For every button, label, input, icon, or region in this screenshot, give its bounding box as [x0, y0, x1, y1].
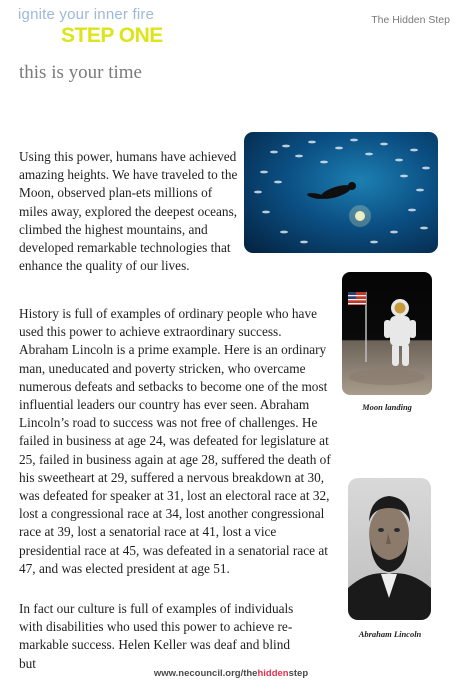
lincoln-portrait-photo: [348, 478, 431, 620]
paragraph-intro: Using this power, humans have achieved amazing heights. We have traveled to the Moon, observed plan-ets millions of miles away, explored the deepest oceans, climbed the highest mountains, and developed remarkable technologies that enhance the quality of our lives.: [19, 149, 238, 274]
footer-url[interactable]: [0, 668, 462, 679]
footer-url-highlight: hidden: [257, 668, 289, 679]
brand-name: The Hidden Step: [371, 14, 450, 26]
page-title: this is your time: [19, 62, 142, 83]
paragraph-lincoln: History is full of examples of ordinary people who have used this power to achieve extraordinary success. Abraham Lincoln is a prime example. Here is an ordinary man, uneducated and poverty stricken, who overcame numerous defeats and setbacks to become one of the most influential leaders our country has ever seen. Abraham Lincoln’s road to success was not free of challenges. He failed in business at age 24, was defeated for legislature at 25, failed in business again at age 28, suffered the death of his sweetheart at 29, suffered a nervous breakdown at 30, was defeated for speaker at 31, lost an electoral race at 32, lost a congressional race at 34, lost another congressional race at 39, lost a senatorial race at 41, lost a vice presidential race at 45, was defeated in a senatorial race at 47, and was elected president at age 51.: [19, 306, 331, 576]
footer-url-prefix: www.necouncil.org/the: [153, 668, 258, 679]
footer-url-suffix: step: [288, 668, 309, 679]
tagline: ignite your inner fire: [18, 6, 155, 23]
ocean-diver-photo: [244, 132, 438, 253]
moon-landing-caption: Moon landing: [362, 402, 412, 412]
moon-landing-photo: [342, 272, 432, 395]
lincoln-caption: Abraham Lincoln: [358, 629, 422, 639]
step-heading: STEP ONE: [61, 24, 163, 47]
paragraph-culture: In fact our culture is full of examples of individuals with disabilities who used this power to achieve re-markable success. Helen Keller was deaf and blind but: [19, 601, 294, 671]
